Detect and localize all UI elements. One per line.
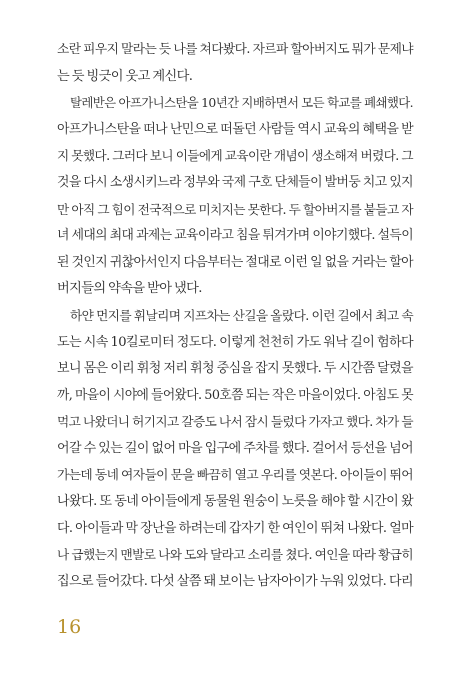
text-line: 는 듯 빙긋이 웃고 계신다.: [57, 68, 193, 84]
text-line: 된 것인지 귀찮아서인지 다음부터는 절대로 이런 일 없을 거라는 할아: [57, 254, 413, 270]
text-line: 것을 다시 소생시키느라 정부와 국제 구호 단체들이 발버둥 치고 있지: [57, 174, 413, 190]
text-line: 나왔다. 또 동네 아이들에게 동물원 원숭이 노릇을 해야 할 시간이 왔: [57, 494, 413, 510]
text-line: 탈레반은 아프가니스탄을 10년간 지배하면서 모든 학교를 폐쇄했다.: [70, 95, 413, 111]
page-number: 16: [57, 616, 82, 638]
text-line: 어갈 수 있는 길이 없어 마을 입구에 주차를 했다. 걸어서 등선을 넘어: [57, 440, 413, 456]
text-line: 다. 아이들과 막 장난을 하려는데 갑자기 한 여인이 뛰쳐 나왔다. 얼마: [57, 520, 413, 536]
text-line: 도는 시속 10킬로미터 정도다. 이렇게 천천히 가도 워낙 길이 험하다: [57, 334, 413, 350]
paragraph: [57, 303, 413, 596]
text-line: 녀 세대의 최대 과제는 교육이라고 침을 튀겨가며 이야기했다. 설득이: [57, 228, 413, 244]
text-line: 만 아직 그 힘이 전국적으로 미치지는 못한다. 두 할아버지를 붙들고 자: [57, 201, 413, 217]
text-line: 먹고 나왔더니 허기지고 갈증도 나서 잠시 들렀다 가자고 했다. 차가 들: [57, 414, 413, 430]
text-line: 소란 피우지 말라는 듯 나를 쳐다봤다. 자르파 할아버지도 뭐가 문제냐: [57, 42, 413, 57]
paragraph: [57, 37, 413, 90]
text-line: 하얀 먼지를 휘날리며 지프차는 산길을 올랐다. 이런 길에서 최고 속: [70, 307, 413, 323]
text-line: 보니 몸은 이리 휘청 저리 휘청 중심을 잡지 못했다. 두 시간쯤 달렸을: [57, 361, 413, 377]
text-line: 지 못했다. 그러다 보니 이들에게 교육이란 개념이 생소해져 버렸다. 그: [57, 148, 413, 164]
body-text: [57, 37, 413, 595]
paragraph: [57, 90, 413, 303]
text-line: 까, 마을이 시야에 들어왔다. 50호쯤 되는 작은 마을이었다. 아침도 못: [57, 387, 413, 403]
text-line: 가는데 동네 여자들이 문을 빠끔히 열고 우리를 엿본다. 아이들이 뛰어: [57, 467, 413, 483]
text-line: 집으로 들어갔다. 다섯 살쯤 돼 보이는 남자아이가 누워 있었다. 다리: [57, 573, 413, 589]
text-line: 나 급했는지 맨발로 나와 도와 달라고 소리를 쳤다. 여인을 따라 황급히: [57, 547, 413, 563]
text-line: 버지들의 약속을 받아 냈다.: [57, 281, 202, 297]
text-line: 아프가니스탄을 떠나 난민으로 떠돌던 사람들 역시 교육의 혜택을 받: [57, 121, 413, 137]
